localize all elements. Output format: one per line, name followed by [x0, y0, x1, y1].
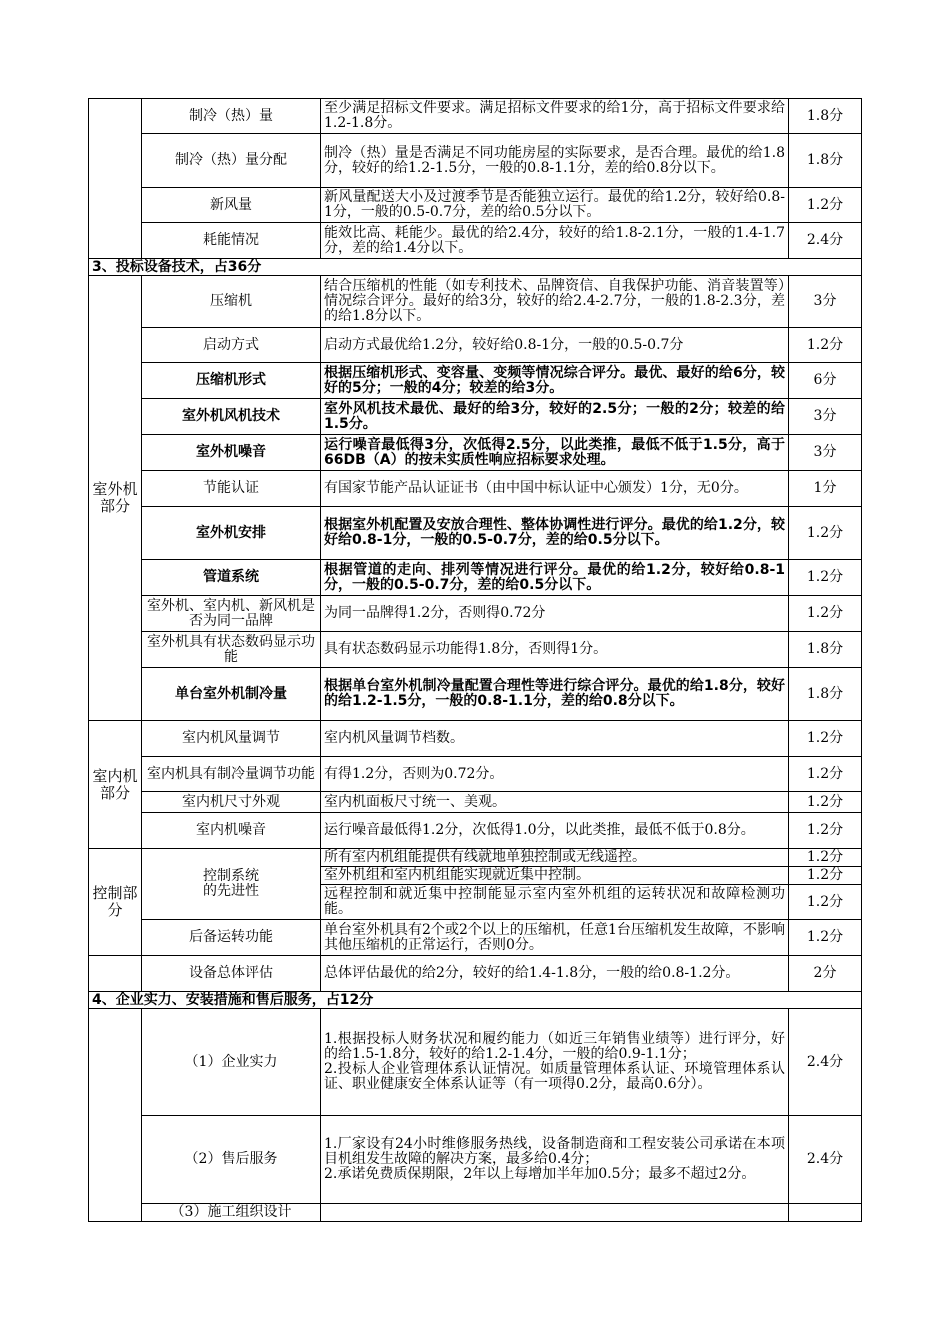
score-cell: 1.2分	[789, 757, 862, 792]
score-cell: 2.4分	[789, 1116, 862, 1204]
table-row	[89, 328, 862, 363]
table-row	[89, 560, 862, 596]
description-cell: 总体评估最优的给2分，较好的给1.4-1.8分，一般的给0.8-1.2分。	[321, 956, 789, 992]
item-cell: 后备运转功能	[142, 920, 321, 956]
score-cell: 1.8分	[789, 668, 862, 721]
description-cell: 具有状态数码显示功能得1.8分，否则得1分。	[321, 632, 789, 668]
score-cell: 1.2分	[789, 188, 862, 223]
table-row	[89, 668, 862, 721]
score-cell: 1.8分	[789, 134, 862, 188]
description-cell	[321, 1204, 789, 1222]
score-cell: 1.2分	[789, 560, 862, 596]
table-row	[89, 1009, 862, 1116]
item-cell: 室内机尺寸外观	[142, 792, 321, 813]
description-cell: 室外机组和室内机组能实现就近集中控制。	[321, 867, 789, 885]
table-row	[89, 792, 862, 813]
score-cell: 6分	[789, 363, 862, 399]
section-header: 3、投标设备技术，占36分	[89, 259, 862, 276]
description-cell: 制冷（热）量是否满足不同功能房屋的实际要求，是否合理。最优的给1.8分，较好的给1.2-1.5分，一般的0.8-1.1分，差的给0.8分以下。	[321, 134, 789, 188]
item-cell: 室内机具有制冷量调节功能	[142, 757, 321, 792]
description-cell: 室外风机技术最优、最好的给3分，较好的2.5分；一般的2分；较差的给1.5分。	[321, 399, 789, 435]
score-cell: 3分	[789, 435, 862, 471]
item-cell: 制冷（热）量	[142, 99, 321, 134]
item-cell: 节能认证	[142, 471, 321, 507]
description-cell: 运行噪音最低得3分，次低得2.5分，以此类推，最低不低于1.5分，高于66DB（A）的按未实质性响应招标要求处理。	[321, 435, 789, 471]
table-row	[89, 276, 862, 328]
description-cell: 运行噪音最低得1.2分，次低得1.0分，以此类推，最低不低于0.8分。	[321, 813, 789, 849]
score-cell: 1.2分	[789, 885, 862, 920]
description-cell: 有得1.2分，否则为0.72分。	[321, 757, 789, 792]
description-cell: 为同一品牌得1.2分，否则得0.72分	[321, 596, 789, 632]
score-cell: 1.2分	[789, 813, 862, 849]
category-cell-control: 控制部分	[89, 849, 142, 956]
description-cell: 启动方式最优给1.2分，较好给0.8-1分，一般的0.5-0.7分	[321, 328, 789, 363]
score-cell: 1.2分	[789, 792, 862, 813]
description-cell: 结合压缩机的性能（如专利技术、品牌资信、自我保护功能、消音装置等）情况综合评分。最好的给3分，较好的给2.4-2.7分，一般的1.8-2.3分，差的给1.8分以下。	[321, 276, 789, 328]
item-cell: 制冷（热）量分配	[142, 134, 321, 188]
table-row	[89, 188, 862, 223]
table-row	[89, 363, 862, 399]
score-cell: 1.8分	[789, 99, 862, 134]
score-cell: 1.2分	[789, 721, 862, 757]
score-cell: 1.2分	[789, 849, 862, 867]
item-cell: 室外机具有状态数码显示功能	[142, 632, 321, 668]
score-cell: 1.2分	[789, 328, 862, 363]
score-cell: 2分	[789, 956, 862, 992]
category-cell-outdoor: 室外机部分	[89, 276, 142, 721]
score-cell: 1.2分	[789, 867, 862, 885]
item-cell: 室外机、室内机、新风机是否为同一品牌	[142, 596, 321, 632]
description-cell: 所有室内机组能提供有线就地单独控制或无线遥控。	[321, 849, 789, 867]
item-cell: 控制系统 的先进性	[142, 849, 321, 920]
description-cell: 新风量配送大小及过渡季节是否能独立运行。最优的给1.2分，较好给0.8-1分，一般的0.5-0.7分，差的给0.5分以下。	[321, 188, 789, 223]
category-cell-empty	[89, 956, 142, 992]
description-cell: 单台室外机具有2个或2个以上的压缩机，任意1台压缩机发生故障，不影响其他压缩机的正常运行，否则0分。	[321, 920, 789, 956]
item-cell: 室内机风量调节	[142, 721, 321, 757]
score-cell: 1.2分	[789, 920, 862, 956]
category-cell-empty	[89, 99, 142, 259]
description-cell: 1.厂家设有24小时维修服务热线，设备制造商和工程安装公司承诺在本项目机组发生故障的解决方案，最多给0.4分； 2.承诺免费质保期限，2年以上每增加半年加0.5分；最多不超过2分。	[321, 1116, 789, 1204]
description-cell: 根据管道的走向、排列等情况进行评分。最优的给1.2分，较好给0.8-1分，一般的0.5-0.7分，差的给0.5分以下。	[321, 560, 789, 596]
score-cell: 2.4分	[789, 223, 862, 259]
table-row	[89, 435, 862, 471]
table-row	[89, 223, 862, 259]
item-cell: 管道系统	[142, 560, 321, 596]
item-cell: 设备总体评估	[142, 956, 321, 992]
table-row	[89, 1204, 862, 1222]
description-cell: 有国家节能产品认证证书（由中国中标认证中心颁发）1分，无0分。	[321, 471, 789, 507]
item-cell: 室外机安排	[142, 507, 321, 560]
item-cell: 压缩机形式	[142, 363, 321, 399]
description-cell: 根据压缩机形式、变容量、变频等情况综合评分。最优、最好的给6分，较好的5分；一般的4分；较差的给3分。	[321, 363, 789, 399]
item-cell: 单台室外机制冷量	[142, 668, 321, 721]
item-cell: 室外机噪音	[142, 435, 321, 471]
score-cell: 3分	[789, 276, 862, 328]
table-row	[89, 813, 862, 849]
table-row	[89, 721, 862, 757]
score-cell: 2.4分	[789, 1009, 862, 1116]
score-cell: 1.8分	[789, 632, 862, 668]
description-cell: 根据单台室外机制冷量配置合理性等进行综合评分。最优的给1.8分，较好的给1.2-1.5分，一般的0.8-1.1分，差的给0.8分以下。	[321, 668, 789, 721]
table-row	[89, 471, 862, 507]
description-cell: 室内机风量调节档数。	[321, 721, 789, 757]
table-row	[89, 399, 862, 435]
score-cell: 1.2分	[789, 507, 862, 560]
table-row	[89, 849, 862, 867]
category-cell-empty	[89, 1009, 142, 1222]
section-header-row	[89, 259, 862, 276]
item-cell: 耗能情况	[142, 223, 321, 259]
item-cell: 室内机噪音	[142, 813, 321, 849]
scoring-table-container	[88, 98, 861, 1222]
table-row	[89, 632, 862, 668]
description-cell: 远程控制和就近集中控制能显示室内室外机组的运转状况和故障检测功能。	[321, 885, 789, 920]
category-cell-indoor: 室内机部分	[89, 721, 142, 849]
score-cell	[789, 1204, 862, 1222]
item-cell: 室外机风机技术	[142, 399, 321, 435]
score-cell: 3分	[789, 399, 862, 435]
table-row	[89, 507, 862, 560]
item-cell: （3）施工组织设计	[142, 1204, 321, 1222]
score-cell: 1.2分	[789, 596, 862, 632]
section-header: 4、企业实力、安装措施和售后服务，占12分	[89, 992, 862, 1009]
scoring-table	[88, 98, 862, 1222]
score-cell: 1分	[789, 471, 862, 507]
table-row	[89, 596, 862, 632]
description-cell: 室内机面板尺寸统一、美观。	[321, 792, 789, 813]
item-cell: 启动方式	[142, 328, 321, 363]
table-row	[89, 920, 862, 956]
item-cell: 新风量	[142, 188, 321, 223]
item-cell: （2）售后服务	[142, 1116, 321, 1204]
table-row	[89, 1116, 862, 1204]
table-row	[89, 134, 862, 188]
description-cell: 根据室外机配置及安放合理性、整体协调性进行评分。最优的给1.2分，较好给0.8-1分，一般的0.5-0.7分，差的给0.5分以下。	[321, 507, 789, 560]
item-cell: 压缩机	[142, 276, 321, 328]
table-row	[89, 99, 862, 134]
description-cell: 至少满足招标文件要求。满足招标文件要求的给1分，高于招标文件要求给1.2-1.8分。	[321, 99, 789, 134]
section-header-row	[89, 992, 862, 1009]
table-row	[89, 956, 862, 992]
table-row	[89, 757, 862, 792]
description-cell: 1.根据投标人财务状况和履约能力（如近三年销售业绩等）进行评分，好的给1.5-1.8分，较好的给1.2-1.4分，一般的给0.9-1.1分； 2.投标人企业管理体系认证情况。如质量管理体系认证、环境管理体系认证、职业健康安全体系认证等（有一项得0.2分，最高0.6分）。	[321, 1009, 789, 1116]
item-cell: （1）企业实力	[142, 1009, 321, 1116]
description-cell: 能效比高、耗能少。最优的给2.4分，较好的给1.8-2.1分，一般的1.4-1.7分，差的给1.4分以下。	[321, 223, 789, 259]
